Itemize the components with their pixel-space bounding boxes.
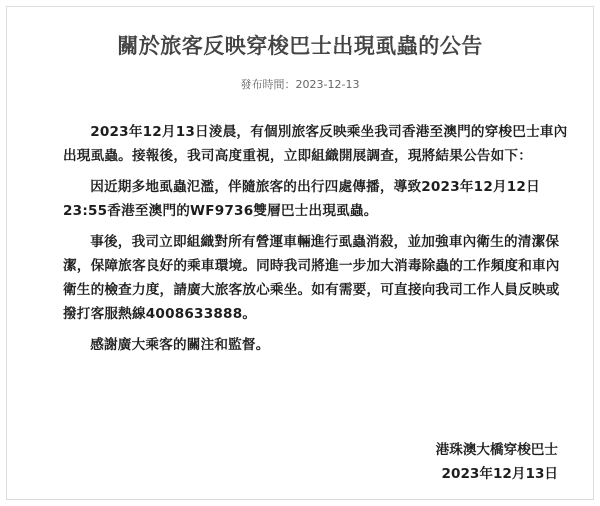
- paragraph-thanks: 感謝廣大乘客的關注和監督。: [90, 337, 270, 353]
- notice-title: 關於旅客反映穿梭巴士出現虱蟲的公告: [117, 34, 483, 58]
- publish-time-label: 發布時間：: [240, 78, 296, 91]
- signature-org: 港珠澳大橋穿梭巴士: [435, 442, 558, 458]
- paragraph-measures: 事後，我司立即組織對所有營運車輛進行虱蟲消殺，並加強車內衛生的清潔保潔，保障旅客良好的乘車環境。同時我司將進一步加大消毒除蟲的工作頻度和車內衛生的檢查力度，請廣大旅客放心乘坐。如有需要，可直接向我司工作人員反映或撥打客服熱線4008633888。: [63, 234, 560, 322]
- signature-date: 2023年12月13日: [441, 466, 558, 482]
- notice-body: [63, 120, 573, 364]
- publish-time: [0, 76, 600, 92]
- publish-time-value: 2023-12-13: [295, 78, 360, 91]
- signature-block: [436, 438, 558, 486]
- paragraph-incident: 2023年12月13日淩晨，有個別旅客反映乘坐我司香港至澳門的穿梭巴士車內出現虱蟲。接報後，我司高度重視，立即組織開展調查，現將結果公告如下：: [63, 124, 568, 164]
- paragraph-cause: 因近期多地虱蟲氾濫，伴隨旅客的出行四處傳播，導致2023年12月12日23:55香港至澳門的WF9736雙層巴士出現虱蟲。: [63, 179, 540, 219]
